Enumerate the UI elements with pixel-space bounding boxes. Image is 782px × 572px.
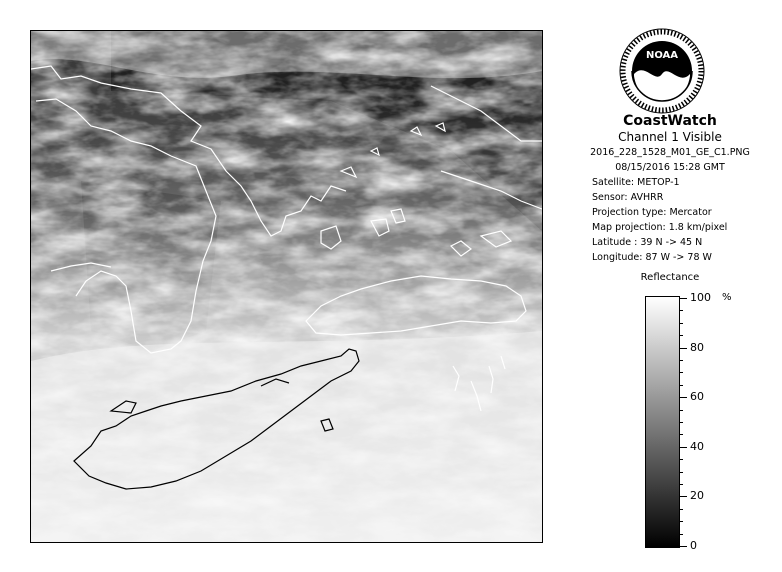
colorbar-tick-mark: [679, 385, 683, 386]
colorbar-tick-mark: [679, 422, 683, 423]
colorbar-tick-mark: [679, 534, 683, 535]
colorbar-tick-label: 80: [690, 340, 704, 354]
longitude-label: Longitude: 87 W -> 78 W: [592, 252, 712, 263]
colorbar-tick-label: 60: [690, 390, 704, 404]
colorbar-tick-label: 40: [690, 439, 704, 453]
info-panel: [565, 113, 775, 285]
colorbar-tick-mark: [679, 459, 683, 460]
colorbar-tick-mark: [679, 323, 683, 324]
colorbar-tick-label: 0: [690, 539, 697, 552]
sensor-label: Sensor: AVHRR: [592, 192, 664, 203]
noaa-logo-svg: [617, 26, 707, 116]
product-title: CoastWatch: [623, 113, 717, 129]
colorbar-tick-mark: [679, 546, 687, 547]
satellite-map: [30, 30, 543, 543]
colorbar-title: Reflectance: [640, 272, 700, 283]
noaa-logo: [617, 26, 707, 116]
colorbar-tick-mark: [679, 310, 683, 311]
projection-type-label: Projection type: Mercator: [592, 207, 712, 218]
colorbar-tick-mark: [679, 447, 687, 448]
map-projection-label: Map projection: 1.8 km/pixel: [592, 222, 728, 233]
noaa-logo-text: NOAA: [645, 50, 679, 61]
colorbar-tick-mark: [679, 484, 683, 485]
colorbar-tick-mark: [679, 360, 683, 361]
colorbar-tick-mark: [679, 298, 687, 299]
cloud-band-south: [31, 331, 542, 542]
colorbar-unit: %: [722, 292, 732, 303]
colorbar-tick-mark: [679, 348, 687, 349]
colorbar-tick-label: 100: [690, 291, 711, 304]
colorbar-tick-mark: [679, 472, 683, 473]
colorbar-tick-mark: [679, 372, 683, 373]
datetime-label: 08/15/2016 15:28 GMT: [615, 162, 725, 173]
reflectance-colorbar: [645, 296, 680, 548]
latitude-label: Latitude : 39 N -> 45 N: [592, 237, 703, 248]
channel-label: Channel 1 Visible: [618, 130, 722, 144]
colorbar-tick-mark: [679, 521, 683, 522]
colorbar-tick-mark: [679, 397, 687, 398]
colorbar-tick-mark: [679, 335, 683, 336]
filename-label: 2016_228_1528_M01_GE_C1.PNG: [590, 147, 750, 158]
colorbar-tick-mark: [679, 496, 687, 497]
colorbar-tick-mark: [679, 509, 683, 510]
map-svg: [31, 31, 542, 542]
colorbar-tick-mark: [679, 410, 683, 411]
colorbar-tick-label: 20: [690, 489, 704, 503]
colorbar-tick-mark: [679, 434, 683, 435]
satellite-label: Satellite: METOP-1: [592, 177, 680, 188]
